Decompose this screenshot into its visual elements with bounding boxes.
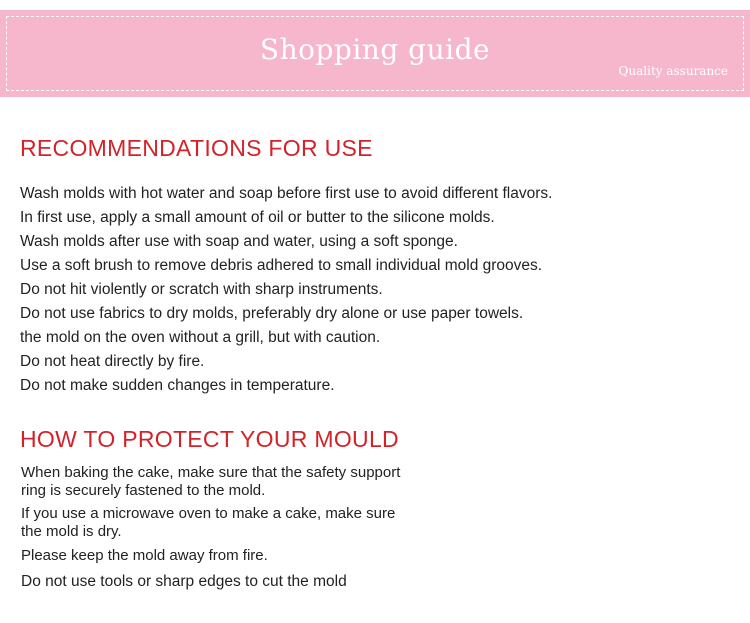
banner-title: Shopping guide — [259, 33, 491, 66]
list-item: Do not heat directly by fire. — [20, 353, 205, 370]
list-item — [21, 464, 400, 505]
list-item: Do not use fabrics to dry molds, preferably dry alone or use paper towels. — [20, 305, 524, 322]
list-item-line: When baking the cake, make sure that the safety support — [21, 464, 401, 481]
list-item: Wash molds after use with soap and water, using a soft sponge. — [20, 233, 458, 250]
protect-list — [21, 464, 400, 593]
list-item: Use a soft brush to remove debris adhered to small individual mold grooves. — [20, 257, 543, 274]
list-item: Do not make sudden changes in temperature. — [20, 377, 335, 394]
list-item: Do not hit violently or scratch with sharp instruments. — [20, 281, 383, 298]
list-item-line: Do not use tools or sharp edges to cut the mold — [21, 573, 347, 590]
list-item: In first use, apply a small amount of oil or butter to the silicone molds. — [20, 209, 495, 226]
banner-subtitle: Quality assurance — [618, 64, 728, 78]
header-banner — [0, 10, 750, 97]
protect-heading: HOW TO PROTECT YOUR MOULD — [20, 426, 399, 452]
list-item — [21, 505, 400, 547]
recommendations-list — [20, 182, 552, 398]
list-item — [21, 573, 400, 593]
list-item: the mold on the oven without a grill, but with caution. — [20, 329, 381, 346]
list-item-line: ring is securely fastened to the mold. — [21, 482, 266, 499]
list-item: Wash molds with hot water and soap before first use to avoid different flavors. — [20, 185, 553, 202]
list-item — [21, 547, 400, 573]
list-item-line: Please keep the mold away from fire. — [21, 547, 268, 564]
list-item-line: the mold is dry. — [21, 523, 122, 540]
recommendations-heading: RECOMMENDATIONS FOR USE — [20, 135, 373, 161]
list-item-line: If you use a microwave oven to make a cake, make sure — [21, 505, 396, 522]
